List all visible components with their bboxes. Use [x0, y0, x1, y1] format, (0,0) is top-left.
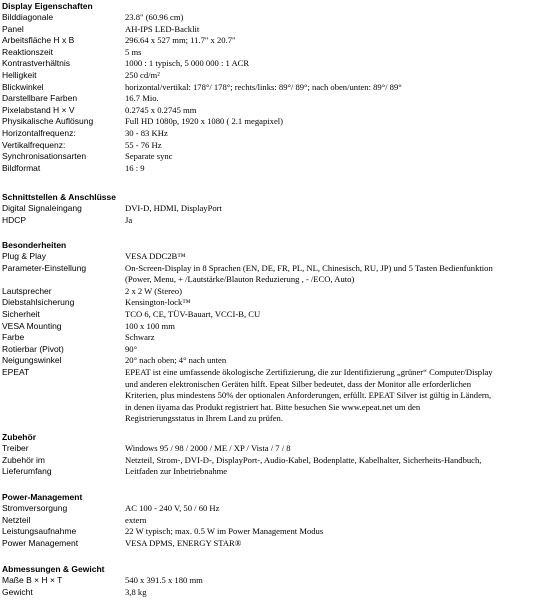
- spec-label: Parameter-Einstellung: [2, 262, 87, 273]
- spec-value: [125, 455, 542, 467]
- spec-row-neigungswinkel: [2, 355, 542, 367]
- spec-label: Gewicht: [2, 586, 33, 597]
- spec-row-zubehoer-im: [2, 455, 542, 467]
- spec-row-power-management: [2, 538, 542, 550]
- section-features: [2, 240, 542, 425]
- spec-value: [125, 443, 542, 455]
- spec-label: Panel: [2, 23, 24, 34]
- spec-label: Rotierbar (Pivot): [2, 343, 64, 354]
- spec-label: Blickwinkel: [2, 81, 44, 92]
- spec-value-line: 90°: [125, 343, 138, 354]
- spec-row-plug-play: [2, 251, 542, 263]
- spec-value: [125, 367, 542, 425]
- spec-value-line: extern: [125, 514, 147, 525]
- spec-value-line: horizontal/vertikal: 178°/ 178°; rechts/links: 89°/ 89°; nach oben/unten: 89°/ 89°: [125, 81, 402, 92]
- spec-label: Darstellbare Farben: [2, 93, 78, 104]
- spec-label: Kontrastverhältnis: [2, 58, 71, 69]
- spec-value-line: 22 W typisch; max. 0.5 W im Power Management Modus: [125, 526, 324, 537]
- spec-value: [125, 538, 542, 550]
- spec-label: Reaktionszeit: [2, 46, 54, 57]
- spec-row-masse-b-h-t: [2, 575, 542, 587]
- spec-value-line: 100 x 100 mm: [125, 320, 175, 331]
- spec-row-reaktionszeit: [2, 47, 542, 59]
- spec-row-leistungsaufnahme: [2, 526, 542, 538]
- spec-value: [125, 321, 542, 333]
- spec-label: HDCP: [2, 214, 27, 225]
- section-interfaces: [2, 192, 542, 226]
- spec-value: [125, 12, 542, 24]
- section-title: Abmessungen & Gewicht: [2, 564, 105, 574]
- spec-value: [125, 515, 542, 527]
- spec-value: [125, 251, 542, 263]
- spec-value-line: VESA DPMS, ENERGY STAR®: [125, 537, 242, 548]
- spec-row-farbe: [2, 332, 542, 344]
- spec-label: Stromversorgung: [2, 503, 68, 513]
- section-title: Schnittstellen & Anschlüsse: [2, 192, 116, 202]
- spec-label: Treiber: [2, 443, 29, 453]
- spec-value-line: 5 ms: [125, 46, 142, 57]
- spec-value-line: 55 - 76 Hz: [125, 139, 162, 150]
- spec-row-helligkeit: [2, 70, 542, 82]
- spec-value-line: Leitfaden zur Inbetriebnahme: [125, 466, 228, 477]
- spec-value-line: VESA DDC2B™: [125, 251, 186, 261]
- spec-value: [125, 309, 542, 321]
- section-title: Besonderheiten: [2, 240, 67, 250]
- spec-label: Zubehör im: [2, 454, 45, 465]
- spec-row-epeat: [2, 367, 542, 425]
- spec-value-line: in denen iiyama das Produkt registriert hat. Bitte besuchen Sie www.epeat.net um den: [125, 401, 421, 412]
- spec-value-line: 23.8" (60.96 cm): [125, 12, 184, 22]
- spec-value: [125, 203, 542, 215]
- spec-label: Synchronisationsarten: [2, 151, 87, 162]
- section-power: [2, 492, 542, 549]
- spec-row-gewicht: [2, 587, 542, 599]
- spec-label: Vertikalfrequenz:: [2, 139, 66, 150]
- spec-row-bilddiagonale: [2, 12, 542, 24]
- spec-value: [125, 332, 542, 344]
- spec-value-line: Kensington-lock™: [125, 297, 191, 308]
- spec-row-treiber: [2, 443, 542, 455]
- spec-row-lautsprecher: [2, 286, 542, 298]
- spec-row-pixelabstand-h-v: [2, 105, 542, 117]
- spec-value: [125, 587, 542, 599]
- spec-value-line: Schwarz: [125, 332, 155, 343]
- spec-row-hdcp: [2, 215, 542, 227]
- spec-value: [125, 116, 542, 128]
- spec-row-vertikalfrequenz: [2, 140, 542, 152]
- spec-value: [125, 215, 542, 227]
- spec-value: [125, 140, 542, 152]
- spec-value-line: DVI-D, HDMI, DisplayPort: [125, 203, 222, 213]
- spec-value: [125, 70, 542, 82]
- spec-row-bildformat: [2, 163, 542, 175]
- spec-value-line: Netzteil, Strom-, DVI-D-, DisplayPort-, Audio-Kabel, Bodenplatte, Kabelhalter, Sicherheits-Handbuch,: [125, 454, 482, 465]
- spec-value-line: AH-IPS LED-Backlit: [125, 23, 200, 34]
- spec-label: Lautsprecher: [2, 285, 52, 296]
- section-title: Display Eigenschaften: [2, 1, 93, 11]
- spec-value-line: On-Screen-Display in 8 Sprachen (EN, DE, FR, PL, NL, Chinesisch, RU, JP) und 5 Tasten Bedienfunktion: [125, 262, 493, 273]
- section-title: Zubehör: [2, 432, 36, 442]
- spec-value-line: Ja: [125, 214, 133, 225]
- spec-label: VESA Mounting: [2, 320, 62, 331]
- spec-value: [125, 163, 542, 175]
- spec-label: EPEAT: [2, 366, 30, 377]
- spec-row-diebstahlsicherung: [2, 297, 542, 309]
- spec-row-kontrastverhaeltnis: [2, 58, 542, 70]
- spec-value-line: 296.64 x 527 mm; 11.7" x 20.7": [125, 35, 236, 46]
- spec-value: [125, 355, 542, 367]
- spec-value-line: 3,8 kg: [125, 586, 147, 597]
- spec-row-physikalische-aufloesung: [2, 116, 542, 128]
- spec-value: [125, 105, 542, 117]
- spec-value-line: 2 x 2 W (Stereo): [125, 285, 182, 296]
- spec-label: Sicherheit: [2, 308, 40, 319]
- spec-row-netzteil: [2, 515, 542, 527]
- spec-row-digital-signaleingang: [2, 203, 542, 215]
- spec-value-line: Kriterien, plus mindestens 50% der optionalen Anforderungen, erfüllt. EPEAT Silver ist gültig in Ländern,: [125, 390, 492, 401]
- spec-row-parameter-einstellung: [2, 263, 542, 286]
- spec-value: [125, 297, 542, 309]
- spec-row-stromversorgung: [2, 503, 542, 515]
- spec-label: Horizontalfrequenz:: [2, 127, 76, 138]
- spec-value: [125, 575, 542, 587]
- spec-value: [125, 58, 542, 70]
- spec-value: [125, 151, 542, 163]
- spec-row-sicherheit: [2, 309, 542, 321]
- spec-value-line: 1000 : 1 typisch, 5 000 000 : 1 ACR: [125, 58, 250, 69]
- spec-row-panel: [2, 24, 542, 36]
- spec-label: Plug & Play: [2, 251, 46, 261]
- spec-value: [125, 24, 542, 36]
- spec-label: Helligkeit: [2, 69, 37, 80]
- spec-value-line: AC 100 - 240 V, 50 / 60 Hz: [125, 503, 220, 513]
- spec-value-line: 20° nach oben; 4° nach unten: [125, 355, 227, 366]
- spec-value-line: 16.7 Mio.: [125, 93, 159, 104]
- spec-value-line: Separate sync: [125, 151, 173, 162]
- spec-value-line: 250 cd/m²: [125, 69, 160, 80]
- spec-value: [125, 263, 542, 286]
- spec-label: Pixelabstand H × V: [2, 104, 75, 115]
- spec-label: Netzteil: [2, 514, 31, 525]
- spec-value: [125, 344, 542, 356]
- spec-label: Power Management: [2, 537, 79, 548]
- spec-label: Bilddiagonale: [2, 12, 54, 22]
- section-accessories: [2, 432, 542, 478]
- section-display: [2, 1, 542, 174]
- spec-value-line: TCO 6, CE, TÜV-Bauart, VCCI-B, CU: [125, 308, 261, 319]
- spec-value: [125, 503, 542, 515]
- spec-row-blickwinkel: [2, 82, 542, 94]
- spec-value-line: und anderen elektronischen Geräten hilft. Epeat Silber bedeutet, dass der Monitor alle erforderlichen: [125, 378, 472, 389]
- spec-row-arbeitsflaeche-h-x-b: [2, 35, 542, 47]
- spec-value: [125, 286, 542, 298]
- spec-label: Leistungsaufnahme: [2, 526, 77, 537]
- spec-value: [125, 466, 542, 478]
- spec-value-line: 0.2745 x 0.2745 mm: [125, 104, 197, 115]
- spec-label: Bildformat: [2, 162, 41, 173]
- spec-value-line: 540 x 391.5 x 180 mm: [125, 575, 203, 585]
- spec-row-lieferumfang: [2, 466, 542, 478]
- spec-row-darstellbare-farben: [2, 93, 542, 105]
- spec-label: Physikalische Auflösung: [2, 116, 94, 127]
- spec-label: Arbeitsfläche H x B: [2, 35, 75, 46]
- spec-row-vesa-mounting: [2, 321, 542, 333]
- spec-label: Diebstahlsicherung: [2, 297, 75, 308]
- section-title: Power-Management: [2, 492, 83, 502]
- section-dimensions: [2, 564, 542, 598]
- spec-value: [125, 526, 542, 538]
- spec-value-line: (Power, Menu, + /Lautstärke/Blauton Reduzierung , - /ECO, Auto): [125, 274, 355, 285]
- spec-label: Lieferumfang: [2, 466, 52, 477]
- spec-label: Neigungswinkel: [2, 355, 62, 366]
- spec-value-line: EPEAT ist eine umfassende ökologische Zertifizierung, die zur Identifizierung „grüner“ Computer/Display: [125, 366, 493, 377]
- spec-value-line: Full HD 1080p, 1920 x 1080 ( 2.1 megapixel): [125, 116, 284, 127]
- spec-row-horizontalfrequenz: [2, 128, 542, 140]
- spec-value-line: 30 - 83 KHz: [125, 127, 168, 138]
- spec-value: [125, 35, 542, 47]
- spec-label: Maße B × H × T: [2, 575, 63, 585]
- spec-value-line: Registrierungsstatus in Ihrem Land zu prüfen.: [125, 413, 283, 424]
- spec-value-line: Windows 95 / 98 / 2000 / ME / XP / Vista / 7 / 8: [125, 443, 291, 453]
- spec-value-line: 16 : 9: [125, 162, 145, 173]
- spec-value: [125, 47, 542, 59]
- spec-value: [125, 93, 542, 105]
- spec-row-rotierbar-pivot: [2, 344, 542, 356]
- spec-label: Farbe: [2, 332, 25, 343]
- spec-label: Digital Signaleingang: [2, 203, 82, 213]
- spec-value: [125, 128, 542, 140]
- spec-value: [125, 82, 542, 94]
- spec-row-synchronisationsarten: [2, 151, 542, 163]
